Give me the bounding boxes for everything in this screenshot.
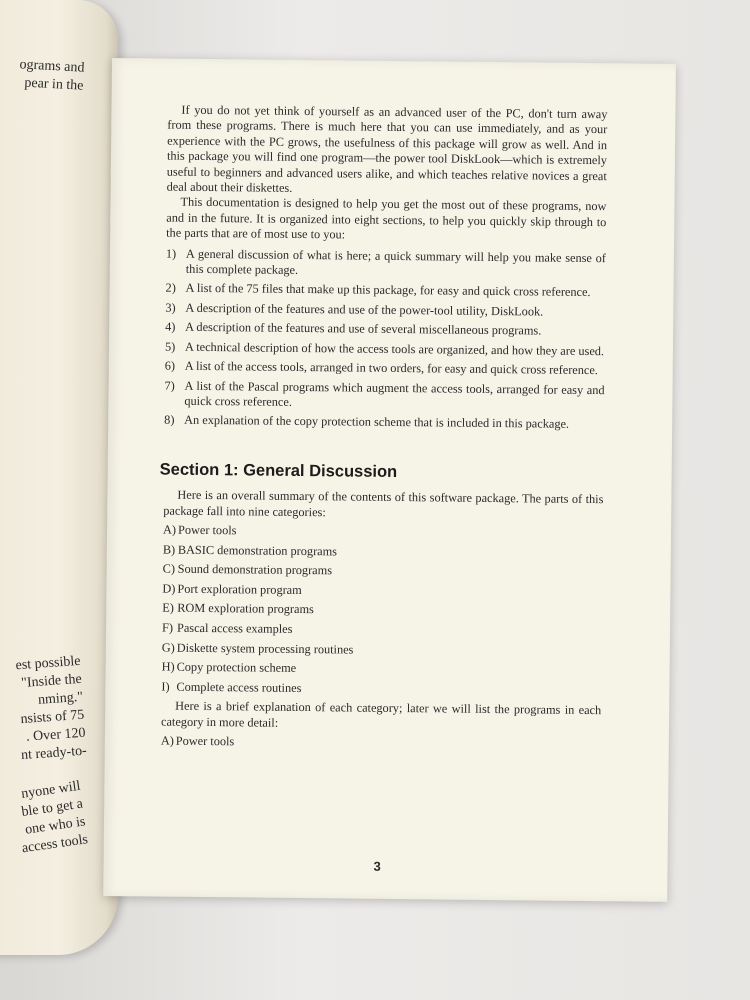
- list-item: [165, 359, 605, 379]
- list-item-text: A description of the features and use of several miscellaneous programs.: [185, 320, 542, 338]
- list-item: [165, 320, 605, 340]
- list-item: [162, 581, 602, 601]
- list-item-number: 4): [165, 319, 176, 334]
- category-letter: A): [162, 522, 177, 537]
- left-text-line: ograms and: [19, 57, 85, 76]
- left-page: [0, 0, 118, 955]
- left-text-line: ble to get a: [20, 796, 84, 820]
- list-item-number: 3): [165, 300, 176, 315]
- list-item: [162, 620, 602, 640]
- list-item-text: An explanation of the copy protection scheme that is included in this package.: [184, 413, 570, 432]
- category-text: ROM exploration programs: [177, 601, 314, 617]
- category-letter: B): [162, 542, 176, 557]
- left-text-line: access tools: [20, 832, 89, 857]
- category-letter: D): [162, 581, 176, 596]
- sections-list: [164, 246, 606, 433]
- left-text-line: "Inside the: [21, 671, 83, 691]
- list-item: [162, 601, 602, 621]
- list-item-text: A list of the Pascal programs which augment the access tools, arranged for easy and quick cross reference.: [184, 378, 605, 409]
- list-item-number: 2): [165, 281, 176, 296]
- left-text-line: . Over 120: [25, 725, 87, 745]
- list-item: [165, 300, 605, 320]
- category-text: BASIC demonstration programs: [177, 542, 338, 558]
- list-item: [164, 378, 604, 413]
- category-list: [161, 522, 603, 699]
- intro-paragraph-1: If you do not yet think of yourself as an advanced user of the PC, don't turn away from these programs. There is much here that you can use immediately, and as your experience with the PC grows, the usefulness of this package will grow as well. And in this package you will find one program—the power tool DiskLook—which is extremely useful to beginners and advanced users alike, and which teaches relative novices a great deal about their diskettes.: [166, 102, 608, 195]
- left-text-line: nsists of 75: [20, 707, 86, 728]
- section1-paragraph-1: Here is an overall summary of the contents of this software package. The parts of this package fall into nine categories:: [163, 487, 604, 519]
- list-item-text: A technical description of how the access tools are organized, and how they are used.: [184, 339, 605, 358]
- left-text-line: nyone will: [19, 778, 81, 802]
- list-item: [163, 522, 603, 542]
- category-text: Port exploration program: [177, 581, 302, 597]
- list-item-text: A list of the 75 files that make up this package, for easy and quick cross reference.: [185, 281, 591, 300]
- list-item: [166, 246, 606, 281]
- right-page: [103, 58, 676, 902]
- left-page-middle-text: [15, 653, 88, 765]
- list-item-number: 5): [164, 339, 176, 354]
- category-text: Diskette system processing routines: [176, 640, 354, 657]
- category-letter: A): [160, 733, 174, 748]
- category-letter: C): [162, 561, 176, 576]
- list-item-text: A general discussion of what is here; a quick summary will help you make sense of this complete package.: [185, 246, 607, 278]
- left-page-top-text: [18, 56, 85, 95]
- page-content: [161, 103, 608, 758]
- list-item-number: 1): [165, 246, 177, 261]
- left-text-line: nming.": [37, 689, 84, 708]
- list-item-text: A description of the features and use of the power-tool utility, DiskLook.: [185, 300, 544, 319]
- list-item: [166, 281, 606, 301]
- subsection-heading: [161, 734, 601, 754]
- category-letter: F): [161, 620, 174, 635]
- list-item: [163, 542, 603, 562]
- list-item: [161, 679, 601, 699]
- category-text: Power tools: [175, 733, 235, 749]
- left-text-line: nt ready-to-: [20, 743, 88, 764]
- category-letter: G): [161, 640, 175, 655]
- left-page-bottom-text: [13, 778, 89, 859]
- intro-paragraph-2: This documentation is designed to help you get the most out of these programs, now and in the future. It is organized into eight sections, to help you quickly skip through to the parts that are of most use to you:: [166, 195, 607, 242]
- list-item: [161, 734, 601, 754]
- list-item-number: 8): [164, 412, 175, 427]
- category-text: Pascal access examples: [176, 620, 293, 636]
- left-text-line: pear in the: [24, 75, 84, 94]
- list-item-number: 7): [164, 378, 175, 393]
- list-item: [162, 640, 602, 660]
- list-item: [162, 660, 602, 680]
- category-text: Sound demonstration programs: [177, 561, 333, 578]
- left-text-line: est possible: [15, 653, 82, 674]
- category-text: Power tools: [177, 522, 237, 538]
- list-item: [163, 562, 603, 582]
- list-item: [165, 339, 605, 359]
- section1-paragraph-2: Here is a brief explanation of each category; later we will list the programs in each category in more detail:: [160, 698, 602, 730]
- category-letter: E): [162, 600, 174, 615]
- left-text-line: one who is: [23, 814, 86, 838]
- category-letter: H): [161, 659, 175, 674]
- list-item-number: 6): [164, 358, 176, 373]
- category-text: Copy protection scheme: [176, 659, 297, 676]
- category-text: Complete access routines: [176, 679, 302, 695]
- list-item: [164, 413, 604, 433]
- category-letter: I): [161, 679, 170, 694]
- section-heading: Section 1: General Discussion: [159, 460, 398, 481]
- page-number: 3: [373, 858, 381, 874]
- list-item-text: A list of the access tools, arranged in two orders, for easy and quick cross reference.: [184, 358, 599, 378]
